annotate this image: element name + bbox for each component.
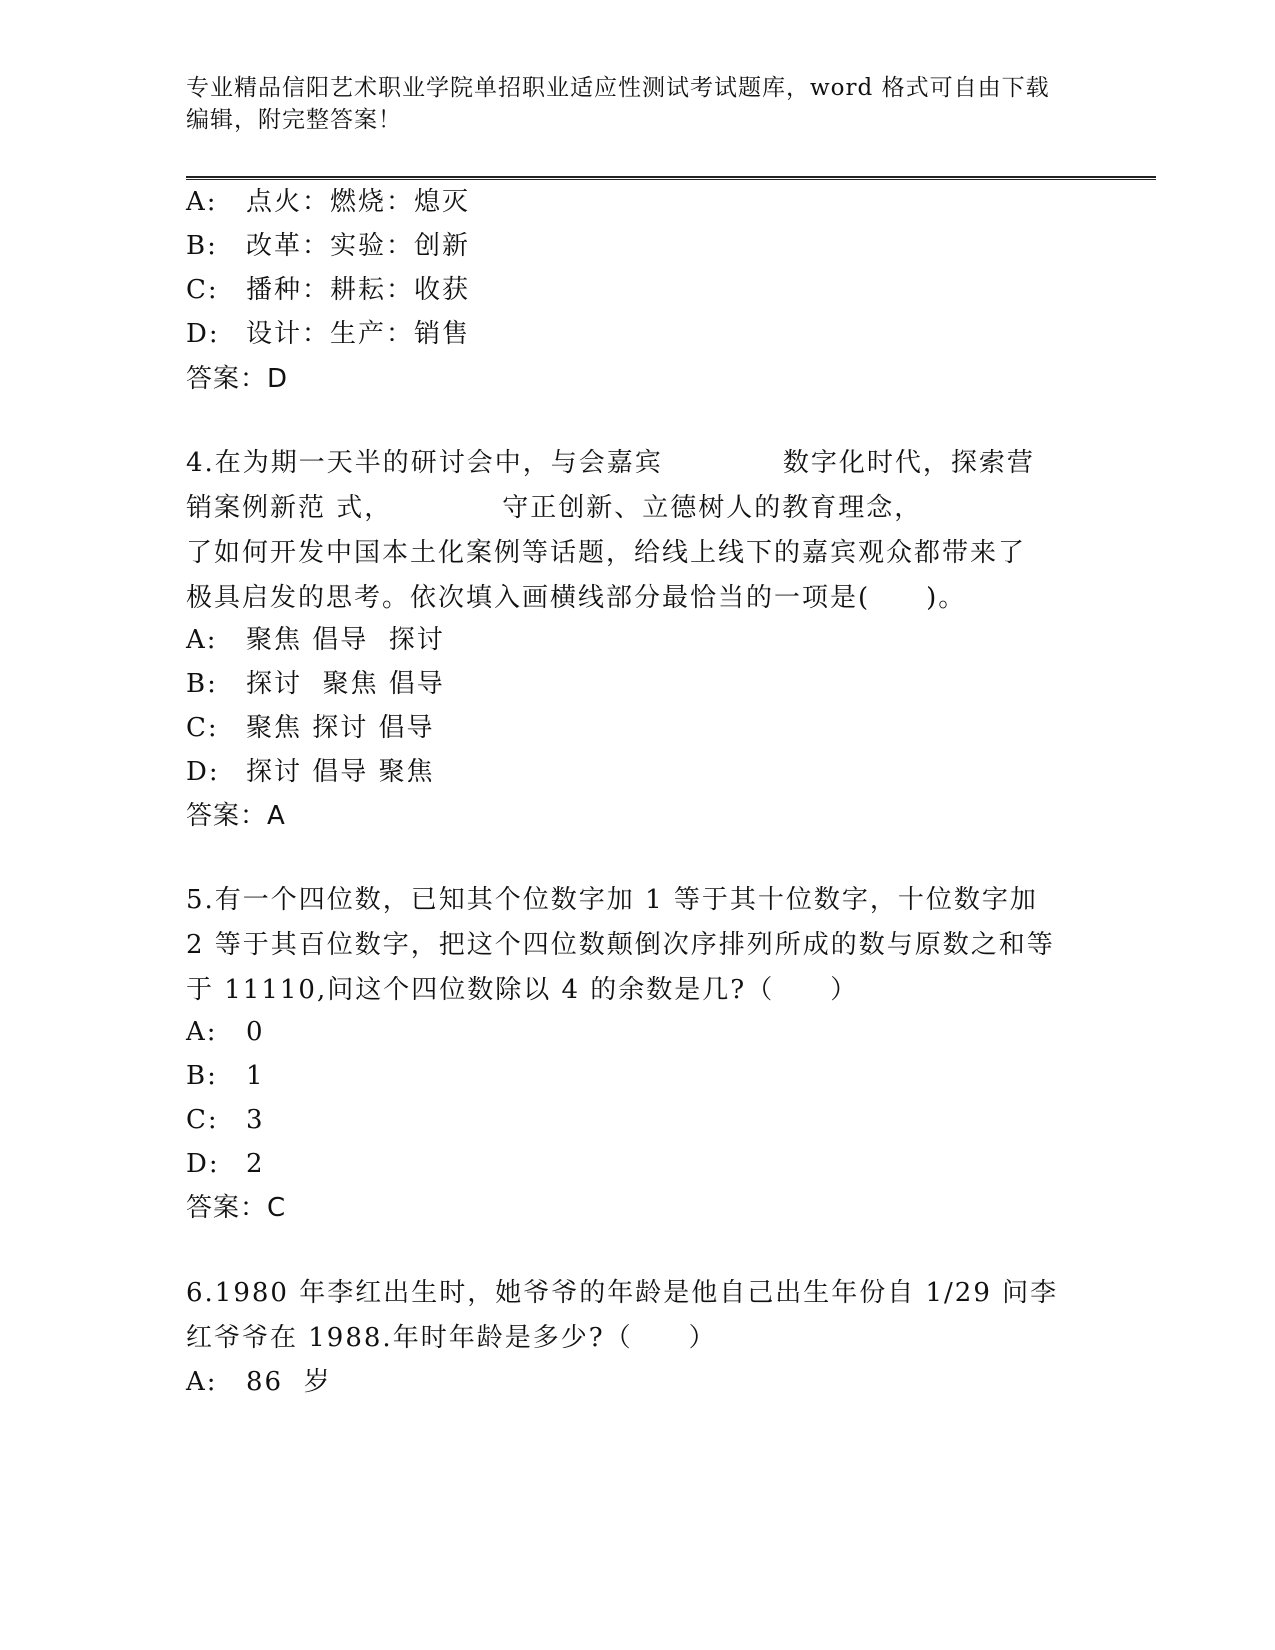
option-letter: A: [186, 187, 218, 217]
q4-stem-line-1 [186, 445, 1035, 481]
q6-stem-line-1: 6.1980 年李红出生时，她爷爷的年龄是他自己出生年份自 1/29 问李 [186, 1278, 1059, 1308]
option-letter: A: [186, 1017, 218, 1047]
page-header [186, 72, 1086, 136]
q4-answer: 答案：A [186, 801, 286, 831]
option-text: 设计：生产：销售 [246, 319, 471, 349]
q5-option-b [186, 1058, 265, 1094]
option-letter: B: [186, 1061, 218, 1091]
q4-stem-line-1b: 数字化时代，探索营 [782, 448, 1035, 478]
q4-stem-line-4: 极具启发的思考。依次填入画横线部分最恰当的一项是( )。 [186, 583, 967, 613]
option-letter: D: [186, 1149, 220, 1179]
q4-option-a [186, 622, 445, 658]
q4-option-b [186, 666, 445, 702]
option-letter: A: [186, 625, 218, 655]
header-divider [186, 176, 1156, 180]
q4-option-c [186, 710, 435, 746]
q4-stem-line-1a: 4.在为期一天半的研讨会中，与会嘉宾 [186, 448, 663, 478]
option-text: 聚焦 倡导 探讨 [246, 625, 445, 655]
option-text: 点火：燃烧：熄灭 [246, 187, 471, 217]
q4-stem-line-2a: 销案例新范 式， [186, 493, 393, 523]
header-line-1: 专业精品信阳艺术职业学院单招职业适应性测试考试题库，word 格式可自由下载 [186, 75, 1050, 101]
q4-stem-line-3: 了如何开发中国本土化案例等话题，给线上线下的嘉宾观众都带来了 [186, 538, 1027, 568]
option-letter: C: [186, 713, 219, 743]
option-letter: B: [186, 231, 218, 261]
option-letter: C: [186, 1105, 219, 1135]
option-letter: C: [186, 275, 219, 305]
q6-option-a [186, 1364, 332, 1400]
option-text: 探讨 聚焦 倡导 [246, 669, 445, 699]
option-text: 改革：实验：创新 [246, 231, 471, 261]
q6-stem-line-2: 红爷爷在 1988.年时年龄是多少?（ ） [186, 1323, 717, 1353]
q5-answer: 答案：C [186, 1193, 287, 1223]
q4-stem-line-2b: 守正创新、立德树人的教育理念， [502, 493, 923, 523]
option-letter: D: [186, 319, 220, 349]
option-text: 86 岁 [246, 1367, 332, 1397]
q5-stem-line-1: 5.有一个四位数，已知其个位数字加 1 等于其十位数字，十位数字加 [186, 885, 1038, 915]
q3-option-c [186, 272, 470, 308]
q4-stem-line-2 [186, 490, 922, 526]
q5-stem-line-2: 2 等于其百位数字，把这个四位数颠倒次序排列所成的数与原数之和等 [186, 930, 1055, 960]
q4-option-d [186, 754, 435, 790]
option-text: 探讨 倡导 聚焦 [246, 757, 435, 787]
option-text: 0 [246, 1017, 265, 1047]
q5-stem-line-3: 于 11110,问这个四位数除以 4 的余数是几?（ ） [186, 975, 859, 1005]
header-line-2: 编辑，附完整答案！ [186, 107, 402, 133]
option-text: 3 [246, 1105, 265, 1135]
q5-option-a [186, 1014, 265, 1050]
option-text: 播种：耕耘：收获 [246, 275, 471, 305]
option-text: 2 [246, 1149, 265, 1179]
option-text: 1 [246, 1061, 265, 1091]
q5-option-c [186, 1102, 265, 1138]
q3-option-d [186, 316, 470, 352]
option-letter: D: [186, 757, 220, 787]
option-text: 聚焦 探讨 倡导 [246, 713, 435, 743]
q3-option-b [186, 228, 470, 264]
q3-answer: 答案：D [186, 364, 289, 394]
option-letter: B: [186, 669, 218, 699]
q3-option-a [186, 184, 470, 220]
option-letter: A: [186, 1367, 218, 1397]
q5-option-d [186, 1146, 265, 1182]
